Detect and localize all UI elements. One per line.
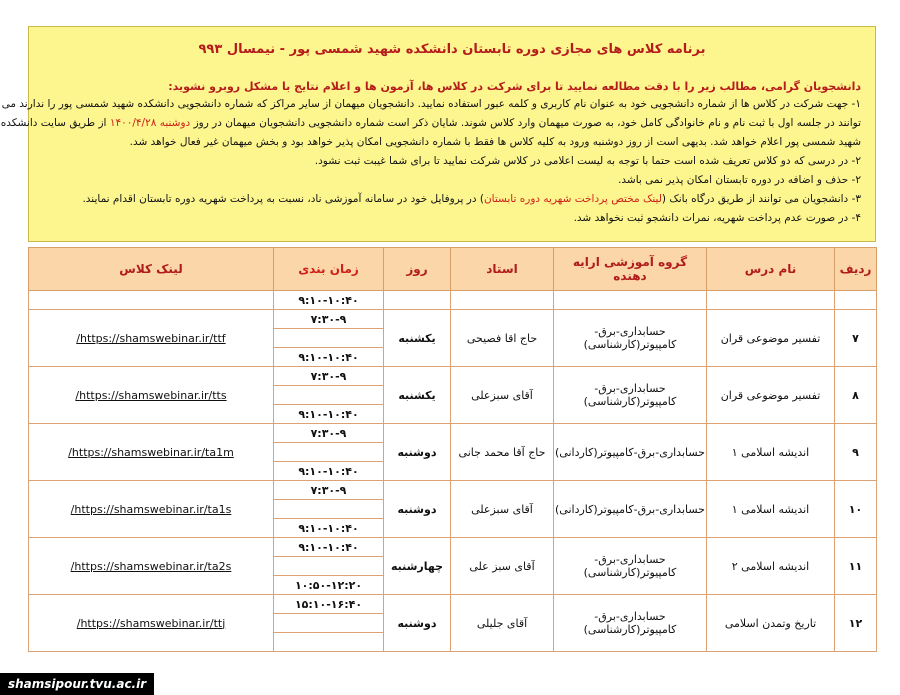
notice-line-6 — [43, 190, 861, 209]
notice-line-2-a: توانند در جلسه اول با ثبت نام و نام خانوادگی کامل خود، به صورت میهمان وارد کلاس شوند. شایان ذکر است شماره دانشجویی دانشجویان میهمان در روز — [190, 117, 861, 129]
row-number: ۹ — [835, 424, 877, 481]
table-row — [29, 310, 877, 329]
class-link[interactable]: https://shamswebinar.ir/ta2s/ — [29, 538, 274, 595]
row-number: ۱۰ — [835, 481, 877, 538]
time-cell: ۹:۱۰-۱۰:۴۰ — [274, 291, 384, 310]
header-row-number: ردیف — [835, 248, 877, 291]
teaching-group: حسابداری-برق-کامپیوتر(کارشناسی) — [554, 595, 707, 652]
site-watermark: shamsipour.tvu.ac.ir — [0, 673, 154, 695]
class-link[interactable]: https://shamswebinar.ir/tts/ — [29, 367, 274, 424]
table-row — [29, 367, 877, 386]
notice-date: دوشنبه ۱۴۰۰/۴/۲۸ — [109, 117, 191, 129]
class-day: یکشنبه — [384, 310, 451, 367]
schedule-table — [28, 247, 877, 652]
time-slot-2 — [274, 557, 384, 576]
row-number: ۷ — [835, 310, 877, 367]
notice-line-7: ۴- در صورت عدم پرداخت شهریه، نمرات دانشجو ثبت نخواهد شد. — [573, 212, 861, 224]
time-slot-1: ۷:۳۰-۹ — [274, 310, 384, 329]
time-slot-3: ۹:۱۰-۱۰:۴۰ — [274, 462, 384, 481]
teaching-group: حسابداری-برق-کامپیوتر(کاردانی) — [554, 424, 707, 481]
class-day: دوشنبه — [384, 424, 451, 481]
teacher-name: حاج آقا محمد جانی — [451, 424, 554, 481]
teacher-name: آقای سبز علی — [451, 538, 554, 595]
course-name: اندیشه اسلامی ۲ — [707, 538, 835, 595]
time-slot-2 — [274, 386, 384, 405]
table-row — [29, 424, 877, 443]
time-slot-3: ۹:۱۰-۱۰:۴۰ — [274, 519, 384, 538]
time-slot-1: ۹:۱۰-۱۰:۴۰ — [274, 538, 384, 557]
notice-line-4: ۲- در درسی که دو کلاس تعریف شده است حتما با توجه به لیست اعلامی در کلاس شرکت نمایید تا برای شما غیبت ثبت نشود. — [314, 155, 861, 167]
header-day: روز — [384, 248, 451, 291]
class-day: دوشنبه — [384, 481, 451, 538]
course-name: تفسیر موضوعی قران — [707, 310, 835, 367]
teacher-name: آقای سبزعلی — [451, 367, 554, 424]
time-slot-2 — [274, 614, 384, 633]
notice-line-2 — [0, 114, 861, 133]
teaching-group: حسابداری-برق-کامپیوتر(کاردانی) — [554, 481, 707, 538]
header-row — [29, 248, 877, 291]
row-number: ۱۱ — [835, 538, 877, 595]
notice-line-3: شهید شمسی پور اعلام خواهد شد. بدیهی است از روز دوشنبه ورود به کلیه کلاس ها فقط با شماره دانشجویی امکان پذیر خواهد بود و بخش میهمان غیر فعال خواهد شد. — [129, 136, 861, 148]
table-row — [29, 481, 877, 500]
time-slot-3: ۹:۱۰-۱۰:۴۰ — [274, 348, 384, 367]
notice-box — [0, 26, 876, 242]
teaching-group: حسابداری-برق-کامپیوتر(کارشناسی) — [554, 367, 707, 424]
teacher-name: حاج اقا فصیحی — [451, 310, 554, 367]
header-group: گروه آموزشی ارایه دهنده — [554, 248, 707, 291]
teacher-name: آقای سبزعلی — [451, 481, 554, 538]
class-day: چهارشنبه — [384, 538, 451, 595]
notice-title: برنامه کلاس های مجازی دوره تابستان دانشکده شهید شمسی پور - نیمسال ۹۹۳ — [198, 42, 706, 57]
row-number: ۱۲ — [835, 595, 877, 652]
time-slot-1: ۷:۳۰-۹ — [274, 367, 384, 386]
notice-line-1: ۱- جهت شرکت در کلاس ها از شماره دانشجویی خود به عنوان نام کاربری و کلمه عبور استفاده نمایید. دانشجویان میهمان از سایر مراکز که شماره دانشجویی دانشکده شهید شمسی پور را ندارند می — [1, 98, 861, 110]
course-name: تفسیر موضوعی قران — [707, 367, 835, 424]
time-slot-2 — [274, 443, 384, 462]
time-slot-2 — [274, 329, 384, 348]
course-name: تاریخ وتمدن اسلامی — [707, 595, 835, 652]
time-slot-1: ۷:۳۰-۹ — [274, 424, 384, 443]
teacher-name: آقای جلیلی — [451, 595, 554, 652]
payment-link-text[interactable]: لینک مختص پرداخت شهریه دوره تابستان — [483, 193, 662, 205]
notice-heading: دانشجویان گرامی، مطالب زیر را با دقت مطالعه نمایید تا برای شرکت در کلاس ها، آزمون ها و اعلام نتایج با مشکل روبرو نشوید: — [168, 80, 861, 93]
class-link[interactable]: https://shamswebinar.ir/ttf/ — [29, 310, 274, 367]
header-course: نام درس — [707, 248, 835, 291]
time-slot-1: ۷:۳۰-۹ — [274, 481, 384, 500]
time-slot-3: ۱۰:۵۰-۱۲:۲۰ — [274, 576, 384, 595]
class-day: دوشنبه — [384, 595, 451, 652]
teaching-group: حسابداری-برق-کامپیوتر(کارشناسی) — [554, 538, 707, 595]
notice-line-6-a: ۳- دانشجویان می توانند از طریق درگاه بانک ( — [661, 193, 861, 205]
class-day: یکشنبه — [384, 367, 451, 424]
notice-line-5: ۲- حذف و اضافه در دوره تابستان امکان پذیر نمی باشد. — [618, 174, 861, 186]
class-link[interactable]: https://shamswebinar.ir/ta1m/ — [29, 424, 274, 481]
course-name: اندیشه اسلامی ۱ — [707, 481, 835, 538]
header-teacher: استاد — [451, 248, 554, 291]
class-link[interactable]: https://shamswebinar.ir/ttj/ — [29, 595, 274, 652]
notice-line-6-b: ) در پروفایل خود در سامانه آموزشی ناد، نسبت به پرداخت شهریه دوره تابستان اقدام نمایند. — [82, 193, 484, 205]
table-row-partial — [29, 291, 877, 310]
header-link: لینک کلاس — [29, 248, 274, 291]
course-name: اندیشه اسلامی ۱ — [707, 424, 835, 481]
teaching-group: حسابداری-برق-کامپیوتر(کارشناسی) — [554, 310, 707, 367]
time-slot-3: ۹:۱۰-۱۰:۴۰ — [274, 405, 384, 424]
table-row — [29, 595, 877, 614]
row-number: ۸ — [835, 367, 877, 424]
table-row — [29, 538, 877, 557]
header-time: زمان بندی — [274, 248, 384, 291]
time-slot-2 — [274, 500, 384, 519]
time-slot-1: ۱۵:۱۰-۱۶:۴۰ — [274, 595, 384, 614]
class-link[interactable]: https://shamswebinar.ir/ta1s/ — [29, 481, 274, 538]
time-slot-3 — [274, 633, 384, 652]
notice-line-2-b: از طریق سایت دانشکده — [0, 117, 110, 129]
